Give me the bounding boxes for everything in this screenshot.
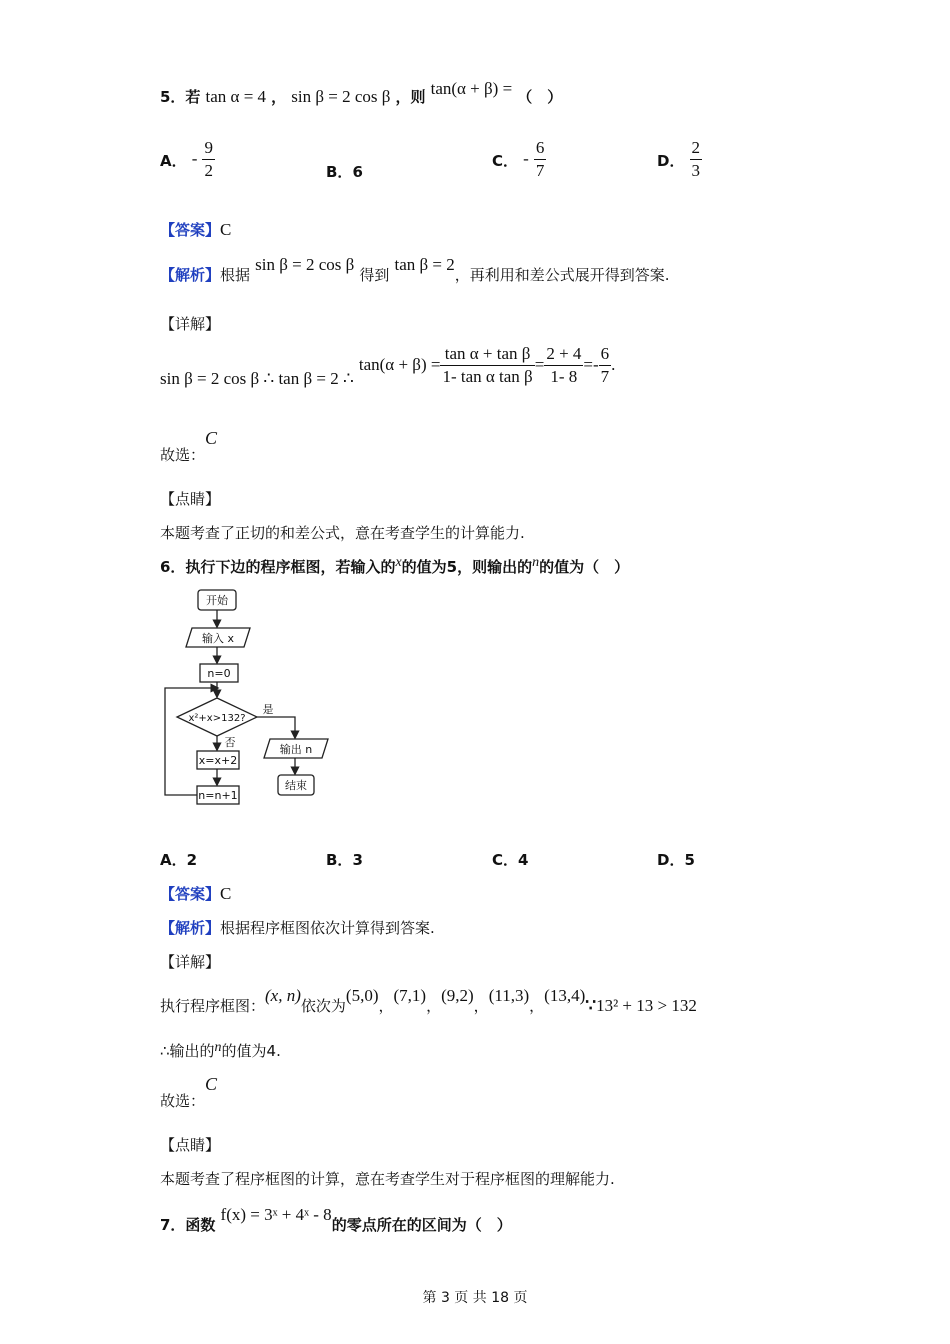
seq-item: (7,1) [393,986,427,1005]
flow-decision-label: x²+x>132? [188,713,246,724]
analysis-math: tan β = 2 [394,255,455,274]
flow-input-label: 输入 x [201,632,235,645]
q5-detail-tag: 【详解】 [160,315,221,333]
choose-value: C [205,1074,218,1094]
detail-math: =- [583,355,599,374]
page-footer: 第 3 页 共 18 页 [422,1290,528,1306]
fraction-numerator: tan α + tan β [444,344,531,363]
seq-item: (13,4) [544,986,586,1005]
option-sign: - [191,149,198,168]
q5-sep: ， [271,88,287,106]
q6-text: 的值为（ ） [539,558,630,576]
option-value: 3 [352,851,363,869]
because-symbol: ∵ [585,996,597,1015]
q5-number: 5．若 [160,88,201,106]
flow-start-label: 开始 [206,594,228,607]
detail-math: sin β = 2 cos β ∴ tan β = 2 ∴ [160,369,354,388]
seq-comma: ， [378,997,394,1015]
option-value: 5 [684,851,695,869]
option-fraction [202,138,215,181]
seq-item: (9,2) [441,986,474,1005]
option-label: C． [492,851,519,869]
q7-tail: 的零点所在的区间为（ ） [331,1216,512,1234]
exec-text: 依次为 [300,997,346,1015]
q5-option-d [657,138,702,181]
q5-option-a [160,138,215,181]
flow-no-label: 否 [224,736,236,749]
option-label: B． [326,851,353,869]
fraction-denominator: 7 [600,367,610,386]
detail-math: = [534,355,545,374]
option-value: 4 [518,851,529,869]
exec-pair: (x, n) [265,986,301,1005]
flow-yes-label: 是 [262,703,274,716]
q5-comment: 本题考查了正切的和差公式，意在考查学生的计算能力. [160,524,525,542]
seq-comma: ， [426,997,442,1015]
q6-var-n: n [532,555,540,570]
option-label: A． [160,152,187,170]
q5-option-c [492,138,546,181]
fraction-denominator: 1- tan α tan β [442,367,533,386]
q5-expr-tan-sum: tan(α + β) = [430,79,513,98]
option-fraction [690,138,703,181]
exec-inequality: 13² + 13 > 132 [596,996,697,1015]
fraction-denominator: 7 [535,161,545,180]
option-label: A． [160,851,187,869]
exec-text: 执行程序框图： [160,997,266,1015]
analysis-text: 根据 [220,266,251,284]
fraction-numerator: 6 [600,344,610,363]
option-label: C． [492,152,519,170]
fraction-denominator: 3 [691,161,701,180]
choose-value: C [205,428,218,448]
q5-option-b [326,161,363,182]
q6-option-a [160,849,197,870]
q6-analysis [160,917,435,938]
q6-therefore [160,1040,281,1061]
q7-expr: f(x) = 3ˣ + 4ˣ - 8 [220,1205,332,1224]
option-fraction [534,138,547,181]
q6-text: 6．执行下边的程序框图，若输入的 [160,558,396,576]
q6-flowchart [160,586,340,816]
seq-comma: ， [529,997,545,1015]
q5-detail-formula [160,344,615,387]
fraction-numerator: 2 [691,138,701,157]
analysis-tag: 【解析】 [160,919,221,937]
q5-choose [160,428,218,464]
q6-comment: 本题考查了程序框图的计算，意在考查学生对于程序框图的理解能力. [160,1170,615,1188]
q6-choose [160,1074,218,1110]
fraction-denominator: 1- 8 [544,365,583,387]
option-value: 6 [352,163,363,181]
therefore-text: 的值为4. [221,1042,281,1060]
q6-option-d [657,849,695,870]
analysis-text: 得到 [359,266,390,284]
choose-label: 故选： [160,446,206,464]
fraction-numerator: 6 [535,138,545,157]
q5-answer [160,219,231,240]
therefore-text: ∴输出的 [160,1042,215,1060]
flow-step1-label: x=x+2 [198,754,238,767]
seq-comma: ， [473,997,489,1015]
q6-answer [160,883,231,904]
option-sign: - [523,149,529,168]
answer-tag: 【答案】 [160,221,221,239]
q6-option-c [492,849,528,870]
q7-stem [160,1204,512,1234]
detail-fraction-3 [599,344,612,387]
option-label: D． [657,152,685,170]
flow-step2-label: n=n+1 [198,789,238,802]
flow-init-label: n=0 [207,667,231,680]
q6-exec-line [160,985,697,1015]
q6-text: 的值为5，则输出的 [401,558,533,576]
q6-detail-tag: 【详解】 [160,953,221,971]
q5-comment-tag: 【点睛】 [160,490,221,508]
q5-expr-sin-beta: sin β = 2 cos β [291,87,391,106]
analysis-math: sin β = 2 cos β [255,255,355,274]
choose-label: 故选： [160,1092,206,1110]
q5-sep-then: ，则 [395,88,426,106]
detail-math: . [611,355,616,374]
answer-value: C [220,884,232,903]
answer-value: C [220,220,232,239]
detail-fraction-1 [440,344,534,387]
q5-stem [160,79,563,107]
q6-option-b [326,849,363,870]
q6-var-x: x [395,555,402,570]
therefore-var: n [214,1040,222,1055]
fraction-denominator: 2 [204,161,213,180]
option-label: B． [326,163,353,181]
analysis-text: ，再利用和差公式展开得到答案. [454,266,670,284]
detail-math: tan(α + β) = [358,355,441,374]
q7-number: 7．函数 [160,1216,216,1234]
option-label: D． [657,851,685,869]
q5-paren: （ ） [517,88,563,106]
q6-stem [160,554,629,575]
flow-end-label: 结束 [285,779,307,792]
q5-expr-tan-alpha: tan α = 4 [205,87,267,106]
q5-analysis [160,254,670,284]
fraction-numerator: 9 [204,138,213,157]
analysis-tag: 【解析】 [160,266,221,284]
fraction-numerator: 2 + 4 [546,344,582,363]
flow-output-label: 输出 n [279,743,313,756]
option-value: 2 [186,851,198,869]
analysis-text: 根据程序框图依次计算得到答案. [220,919,435,937]
seq-item: (5,0) [345,986,379,1005]
seq-item: (11,3) [488,986,530,1005]
detail-fraction-2 [544,344,583,387]
answer-tag: 【答案】 [160,885,221,903]
q6-comment-tag: 【点睛】 [160,1136,221,1154]
